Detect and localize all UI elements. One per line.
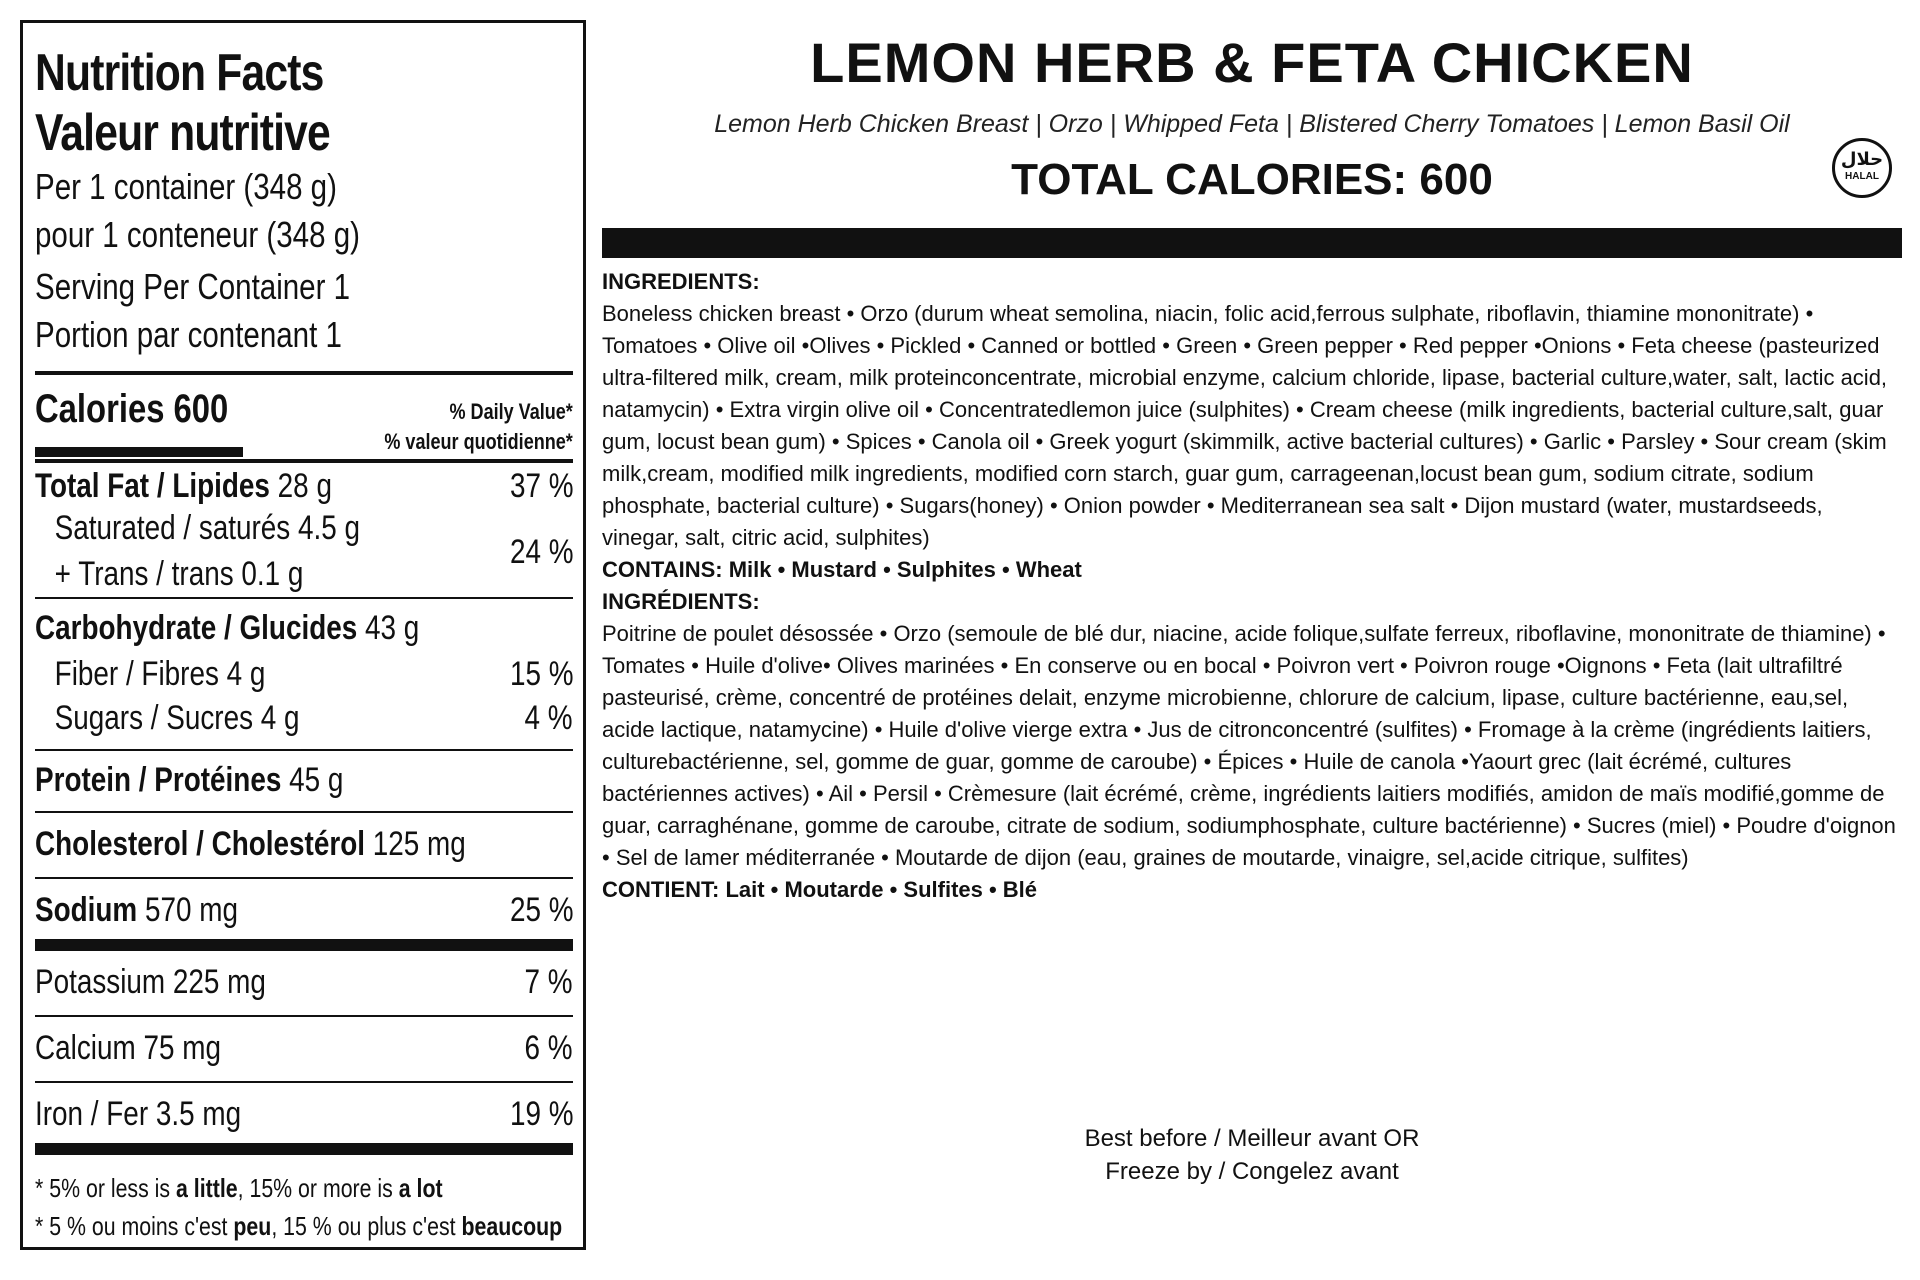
nutrient-label: Saturated / saturés 4.5 g xyxy=(54,509,361,547)
nutrient-label: Total Fat / Lipides 28 g xyxy=(35,467,332,505)
ingredients-heading-fr: INGRÉDIENTS: xyxy=(602,589,760,614)
calories-label: Calories 600 xyxy=(35,387,229,431)
nutrient-row-saturated-trans xyxy=(35,507,573,597)
nutrient-label: + Trans / trans 0.1 g xyxy=(54,555,304,593)
nutrient-row-cholesterol xyxy=(35,813,573,877)
nutrition-facts-panel xyxy=(20,20,586,1250)
nutrient-dv: 24 % xyxy=(509,533,573,571)
halal-certification-icon xyxy=(1832,138,1892,198)
divider-thick xyxy=(35,1143,573,1155)
halal-text: HALAL xyxy=(1845,171,1879,182)
footnote-fr: * 5 % ou moins c'est peu, 15 % ou plus c'est beaucoup xyxy=(35,1211,563,1241)
header-bar xyxy=(602,228,1902,258)
allergen-contains-fr: CONTIENT: Lait • Moutarde • Sulfites • Blé xyxy=(602,877,1038,902)
nutrient-row-total-fat xyxy=(35,463,573,507)
serving-size-en: Per 1 container (348 g) xyxy=(35,166,337,207)
product-label xyxy=(602,20,1902,906)
best-before-line: Best before / Meilleur avant OR xyxy=(1084,1125,1420,1152)
nutrition-title-en: Nutrition Facts xyxy=(35,44,324,102)
daily-value-label-en: % Daily Value* xyxy=(449,399,573,424)
ingredients-text-fr: Poitrine de poulet désossée • Orzo (semoule de blé dur, niacine, acide folique,sulfate ferreux, riboflavine, mononitrate de thiamine) • Tomates • Huile d'olive• Olives marinées • En conserve ou en bocal • Poivron vert • Poivron rouge •Oignons • Feta (lait ultrafiltré pasteurisé, crème, concentré de protéines delait, enzyme microbienne, chlorure de calcium, lipase, culture bactérienne, eau,sel, acide lactique, natamycine) • Huile d'olive vierge extra • Jus de citronconcentré (sulfites) • Fromage à la crème (ingrédients laitiers, culturebactérienne, sel, gomme de guar, gomme de caroube) • Épices • Huile de canola •Yaourt grec (lait écrémé, cultures bactériennes actives) • Ail • Persil • Crèmesure (lait écrémé, crème, ingrédients laitiers modifiés, amidon de maïs modifié,gomme de guar, carraghénane, gomme de caroube, citrate de sodium, sodiumphosphate, culture bactérienne) • Sucres (miel) • Poudre d'oignon • Sel de lamer méditerranée • Moutarde de dijon (eau, graines de moutarde, vinaigre, sel,acide citrique, sulfites) xyxy=(602,621,1896,870)
nutrient-row-sodium xyxy=(35,879,573,939)
nutrient-row-fiber xyxy=(35,651,573,697)
nutrient-label: Carbohydrate / Glucides 43 g xyxy=(35,609,420,647)
nutrient-row-potassium xyxy=(35,951,573,1015)
ingredients-block xyxy=(602,266,1902,906)
nutrient-label: Sugars / Sucres 4 g xyxy=(54,699,300,737)
nutrient-dv: 7 % xyxy=(524,963,573,1001)
nutrient-dv: 6 % xyxy=(524,1029,573,1067)
nutrient-row-iron xyxy=(35,1083,573,1143)
calories-row xyxy=(35,375,573,459)
nutrient-label: Calcium 75 mg xyxy=(35,1029,221,1067)
freeze-by-line: Freeze by / Congelez avant xyxy=(1105,1158,1399,1185)
total-calories: TOTAL CALORIES: 600 xyxy=(1011,155,1493,204)
nutrient-label: Potassium 225 mg xyxy=(35,963,266,1001)
product-components: Lemon Herb Chicken Breast | Orzo | Whipped Feta | Blistered Cherry Tomatoes | Lemon Basil Oil xyxy=(714,110,1790,138)
nutrient-row-carbohydrate xyxy=(35,599,573,651)
nutrient-dv: 25 % xyxy=(509,891,573,929)
nutrient-dv: 37 % xyxy=(509,467,573,505)
daily-value-header xyxy=(343,397,573,457)
nutrient-dv: 4 % xyxy=(524,699,573,737)
nutrient-label: Iron / Fer 3.5 mg xyxy=(35,1095,242,1133)
ingredients-text-en: Boneless chicken breast • Orzo (durum wheat semolina, niacin, folic acid,ferrous sulphate, riboflavin, thiamine mononitrate) • Tomatoes • Olive oil •Olives • Pickled • Canned or bottled • Green • Green pepper • Red pepper •Onions • Feta cheese (pasteurized ultra-filtered milk, cream, milk proteinconcentrate, microbial enzyme, calcium chloride, lipase, bacterial culture,water, salt, lactic acid, natamycin) • Extra virgin olive oil • Concentratedlemon juice (sulphites) • Cream cheese (milk ingredients, bacterial culture,salt, guar gum, locust bean gum) • Spices • Canola oil • Greek yogurt (skimmilk, active bacterial cultures) • Garlic • Parsley • Sour cream (skim milk,cream, modified milk ingredients, modified corn starch, guar gum, carrageenan,locust bean gum, sodium citrate, sodium phosphate, bacterial culture) • Sugars(honey) • Onion powder • Mediterranean sea salt • Dijon mustard (water, mustardseeds, vinegar, salt, citric acid, sulphites) xyxy=(602,301,1888,550)
servings-per-container-fr: Portion par contenant 1 xyxy=(35,314,342,355)
nutrition-title-fr: Valeur nutritive xyxy=(35,104,330,162)
nutrient-label: Cholesterol / Cholestérol 125 mg xyxy=(35,825,466,863)
daily-value-label-fr: % valeur quotidienne* xyxy=(384,429,573,454)
nutrient-dv: 19 % xyxy=(509,1095,573,1133)
nutrient-label: Protein / Protéines 45 g xyxy=(35,761,344,799)
servings-per-container-en: Serving Per Container 1 xyxy=(35,266,351,307)
footnote-en: * 5% or less is a little, 15% or more is a lot xyxy=(35,1173,443,1203)
nutrient-row-protein xyxy=(35,751,573,811)
best-before-block xyxy=(602,1122,1902,1188)
serving-size-fr: pour 1 conteneur (348 g) xyxy=(35,214,360,255)
nutrient-label: Sodium 570 mg xyxy=(35,891,238,929)
ingredients-heading-en: INGREDIENTS: xyxy=(602,269,760,294)
allergen-contains-en: CONTAINS: Milk • Mustard • Sulphites • Wheat xyxy=(602,557,1082,582)
nutrient-row-calcium xyxy=(35,1017,573,1081)
nutrient-label: Fiber / Fibres 4 g xyxy=(54,655,266,693)
nutrient-row-sugars xyxy=(35,697,573,749)
calories-underline xyxy=(35,447,243,457)
halal-arabic-text: حلال xyxy=(1840,149,1884,170)
nutrient-dv: 15 % xyxy=(509,655,573,693)
product-name: LEMON HERB & FETA CHICKEN xyxy=(810,31,1694,94)
divider-thick xyxy=(35,939,573,951)
